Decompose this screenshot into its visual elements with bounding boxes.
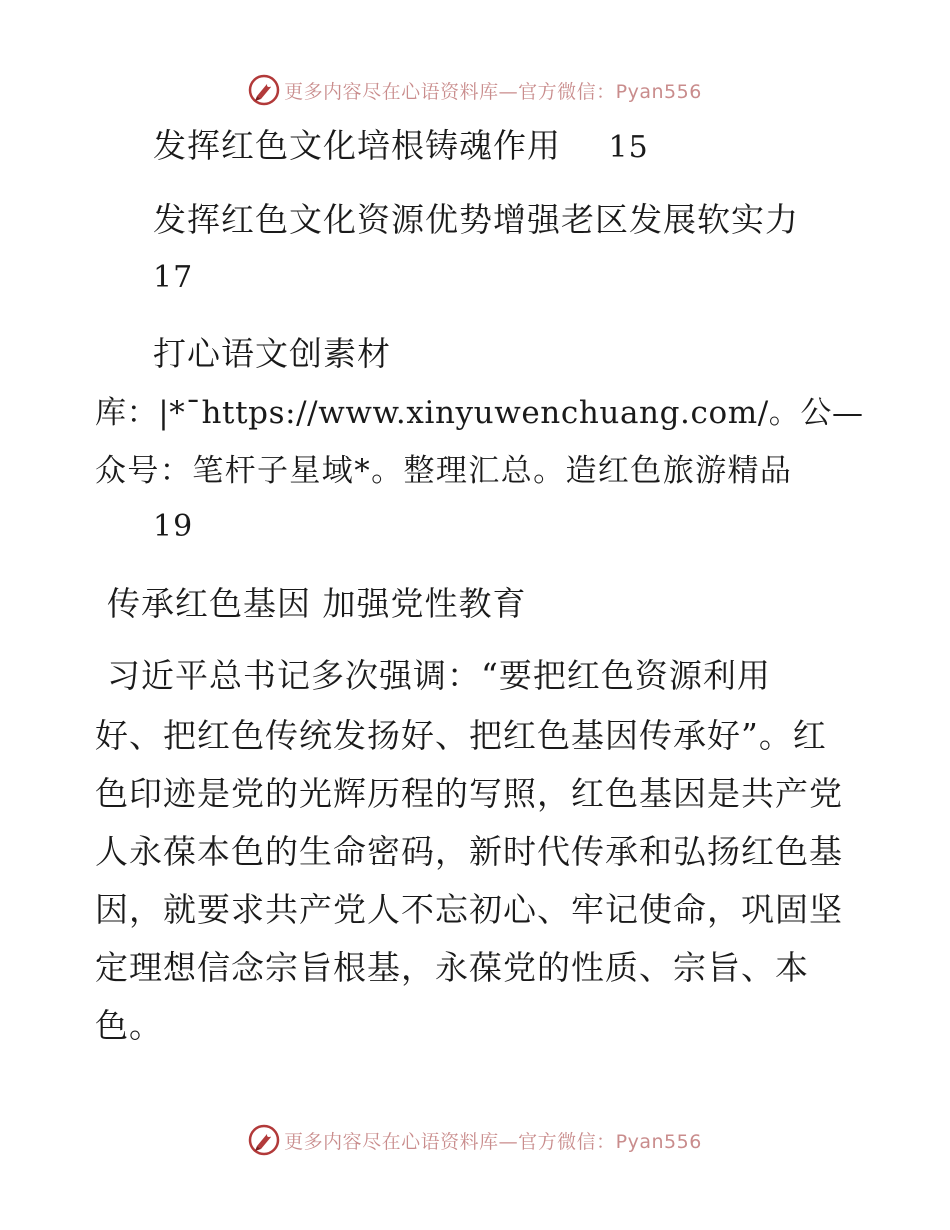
pen-logo-icon [248,74,280,106]
note-line: 众号：笔杆子星域*。整理汇总。造红色旅游精品 [95,453,793,489]
toc-page-number: 15 [608,130,649,165]
toc-title: 打心语文创素材 [153,334,391,373]
note-line: 库：|*¯https://www.xinyuwenchuang.com/。公— [95,395,864,431]
paragraph-line: 色。 [95,1006,163,1045]
paragraph-line: 定理想信念宗旨根基，永葆党的性质、宗旨、本 [95,948,809,987]
toc-title: 发挥红色文化培根铸魂作用 [153,126,561,165]
toc-page-number: 17 [153,260,194,295]
toc-title: 发挥红色文化资源优势增强老区发展软实力 [153,200,799,239]
toc-entry [153,334,391,374]
paragraph-line: 人永葆本色的生命密码，新时代传承和弘扬红色基 [95,832,843,871]
pen-logo-icon [248,1124,280,1156]
paragraph-line: 好、把红色传统发扬好、把红色基因传承好”。红 [95,716,827,755]
watermark-id: Pyan556 [615,80,702,103]
toc-page-number: 19 [153,509,194,544]
footer-watermark [0,1120,950,1160]
watermark-text: 更多内容尽在心语资料库—官方微信： [284,80,616,103]
toc-entry [153,126,649,168]
paragraph-line: 色印迹是党的光辉历程的写照，红色基因是共产党 [95,774,843,813]
section-title: 传承红色基因 加强党性教育 [107,584,527,623]
watermark-text: 更多内容尽在心语资料库—官方微信： [284,1130,616,1153]
toc-entry [153,200,799,240]
watermark-id: Pyan556 [615,1130,702,1153]
paragraph-line: 习近平总书记多次强调：“要把红色资源利用 [107,656,771,695]
paragraph-line: 因，就要求共产党人不忘初心、牢记使命，巩固坚 [95,890,843,929]
header-watermark [0,70,950,110]
